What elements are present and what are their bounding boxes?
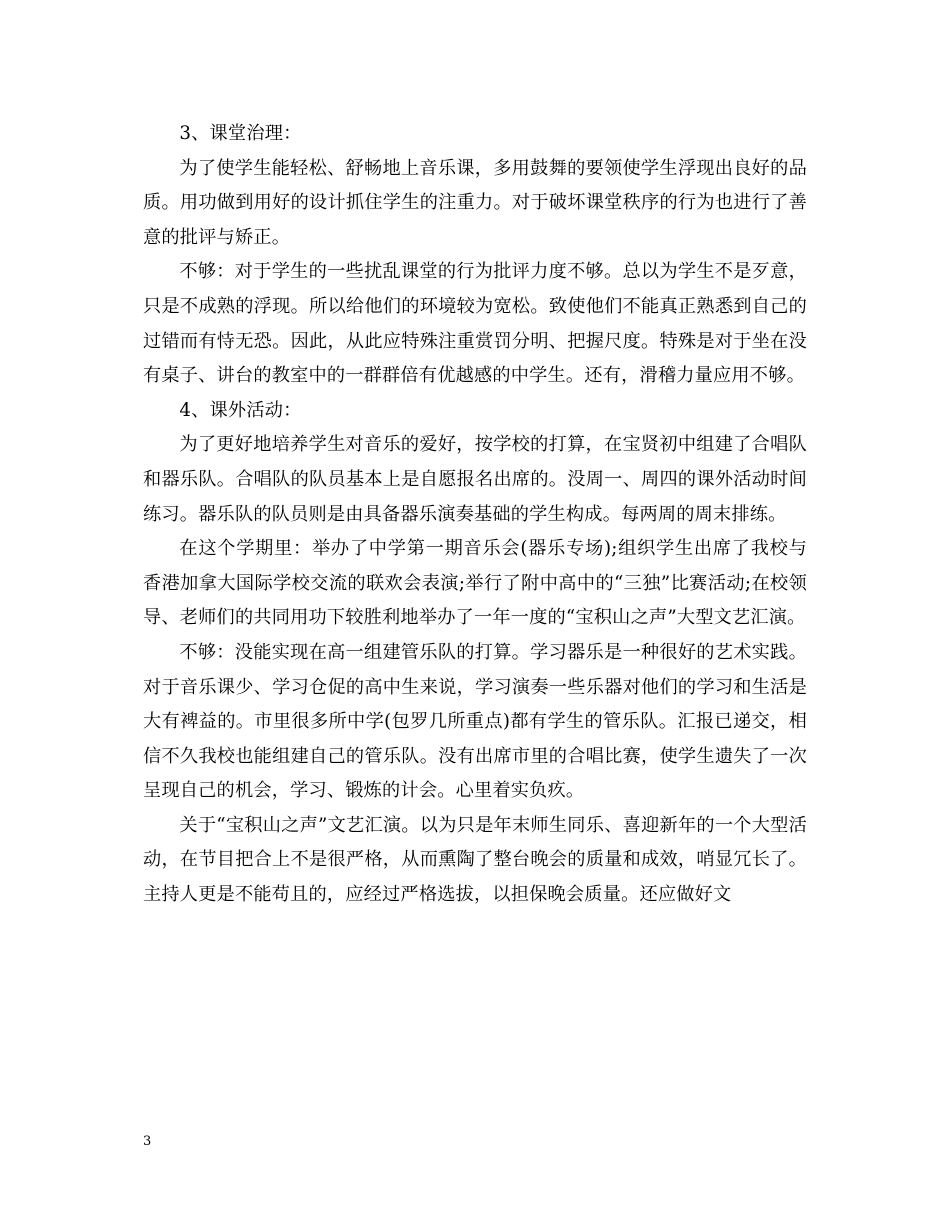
paragraph-extracurricular-shortcomings: 不够：没能实现在高一组建管乐队的打算。学习器乐是一种很好的艺术实践。对于音乐课少、学习仓促的高中生来说，学习演奏一些乐器对他们的学习和生活是大有裨益的。市里很多所中学(包罗几所重点)都有学生的管乐队。汇报已递交，相信不久我校也能组建自己的管乐队。没有出席市里的合唱比赛，使学生遗失了一次呈现自己的机会，学习、锻炼的计会。心里着实负疚。: [143, 641, 807, 802]
paragraph-classroom-management: 为了使学生能轻松、舒畅地上音乐课，多用鼓舞的要领使学生浮现出良好的品质。用功做到用好的设计抓住学生的注重力。对于破坏课堂秩序的行为也进行了善意的批评与矫正。: [143, 157, 807, 248]
paragraph-classroom-shortcomings: 不够：对于学生的一些扰乱课堂的行为批评力度不够。总以为学生不是歹意，只是不成熟的浮现。所以给他们的环境较为宽松。致使他们不能真正熟悉到自己的过错而有恃无恐。因此，从此应特殊注重赏罚分明、把握尺度。特殊是对于坐在没有桌子、讲台的教室中的一群群倍有优越感的中学生。还有，滑稽力量应用不够。: [143, 261, 807, 387]
paragraph-art-show: 关于“宝积山之声”文艺汇演。以为只是年末师生同乐、喜迎新年的一个大型活动，在节目把合上不是很严格，从而熏陶了整台晚会的质量和成效，哨显冗长了。主持人更是不能苟且的，应经过严格选拔，以担保晚会质量。还应做好文: [143, 814, 807, 906]
section-heading-extracurricular: 4、课外活动：: [179, 399, 302, 421]
section-heading-classroom-management: 3、课堂治理：: [179, 123, 302, 144]
paragraph-extracurricular: 为了更好地培养学生对音乐的爱好，按学校的打算，在宝贤初中组建了合唱队和器乐队。合唱队的队员基本上是自愿报名出席的。没周一、周四的课外活动时间练习。器乐队的队员则是由具备器乐演奏基础的学生构成。每两周的周末排练。: [143, 434, 807, 525]
document-body: [143, 117, 807, 913]
page-number: 3: [143, 1134, 152, 1149]
paragraph-semester-events: 在这个学期里：举办了中学第一期音乐会(器乐专场);组织学生出席了我校与香港加拿大国际学校交流的联欢会表演;举行了附中高中的“三独”比赛活动;在校领导、老师们的共同用功下较胜利地举办了一年一度的“宝积山之声”大型文艺汇演。: [143, 538, 807, 629]
